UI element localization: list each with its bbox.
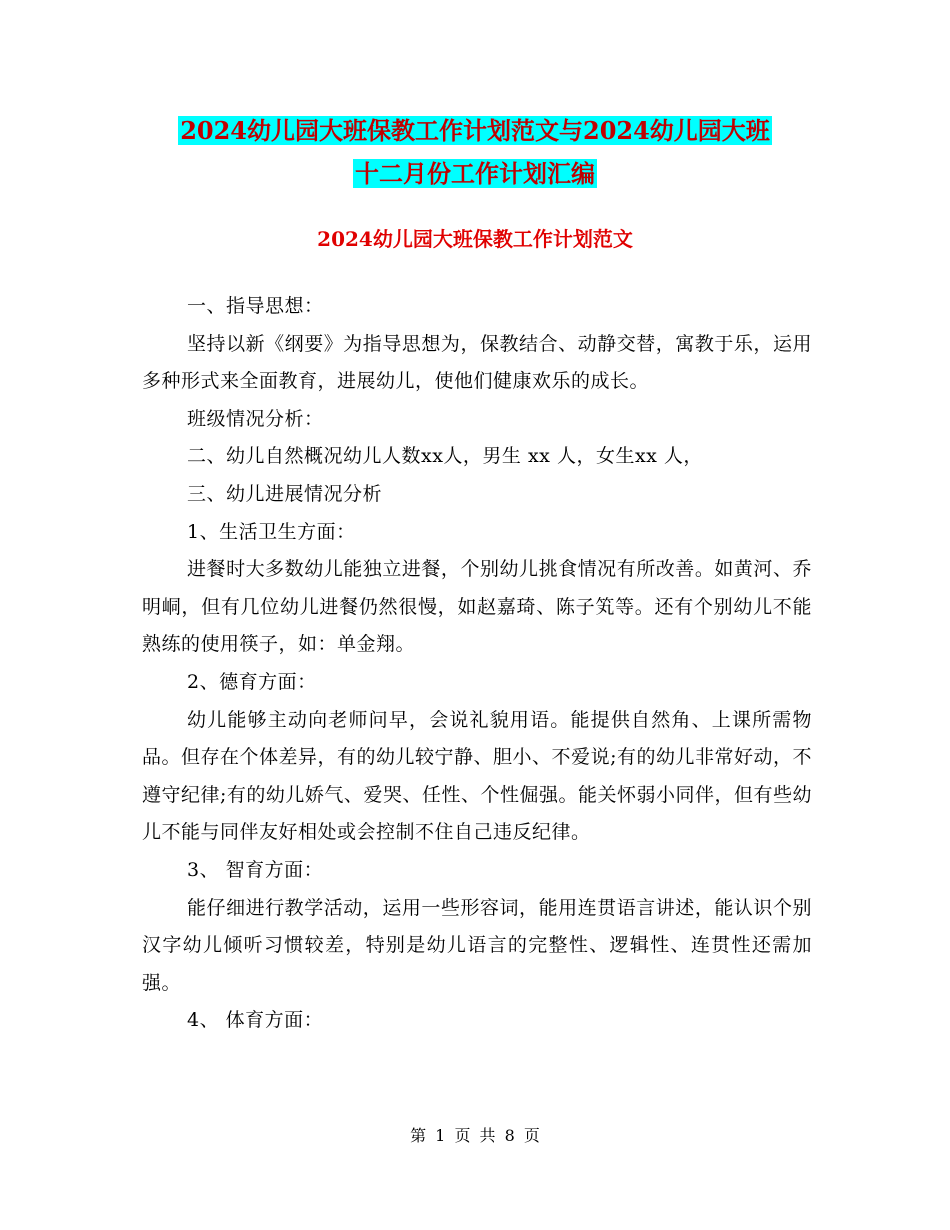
paragraph: 班级情况分析： [187,407,324,430]
title-highlight: 2024幼儿园大班保教工作计划范文与2024幼儿园大班 [180,116,770,145]
section-title: 2024幼儿园大班保教工作计划范文 [317,227,633,251]
paragraph: 坚持以新《纲要》为指导思想为，保教结合、动静交替，寓教于乐，运用多种形式来全面教育，进展幼儿，使他们健康欢乐的成长。 [142,332,812,393]
paragraph: 能仔细进行教学活动，运用一些形容词，能用连贯语言讲述，能认识个别汉字幼儿倾听习惯较差，特别是幼儿语言的完整性、逻辑性、连贯性还需加强。 [142,896,812,994]
paragraph: 4、 体育方面： [187,1009,324,1032]
paragraph: 三、幼儿进展情况分析 [187,482,383,505]
paragraph: 3、 智育方面： [187,858,324,881]
paragraph: 2、德育方面： [187,670,317,693]
title-highlight: 十二月份工作计划汇编 [355,159,595,188]
document-body [142,288,812,1040]
paragraph: 幼儿能够主动向老师问早，会说礼貌用语。能提供自然角、上课所需物品。但存在个体差异，有的幼儿较宁静、胆小、不爱说;有的幼儿非常好动，不遵守纪律;有的幼儿娇气、爱哭、任性、个性倔强。能关怀弱小同伴，但有些幼儿不能与同伴友好相处或会控制不住自己违反纪律。 [142,708,812,844]
document-title-line-2 [0,156,950,192]
paragraph: 进餐时大多数幼儿能独立进餐，个别幼儿挑食情况有所改善。如黄河、乔明峒，但有几位幼儿进餐仍然很慢，如赵嘉琦、陈子笂等。还有个别幼儿不能熟练的使用筷子，如：单金翔。 [142,558,812,656]
paragraph: 1、生活卫生方面： [187,520,356,543]
paragraph: 二、幼儿自然概况幼儿人数xx人，男生 xx 人，女生xx 人， [187,445,703,468]
paragraph: 一、指导思想： [187,295,324,317]
document-title-line-1 [0,113,950,149]
page-footer: 第 1 页 共 8 页 [410,1126,540,1145]
